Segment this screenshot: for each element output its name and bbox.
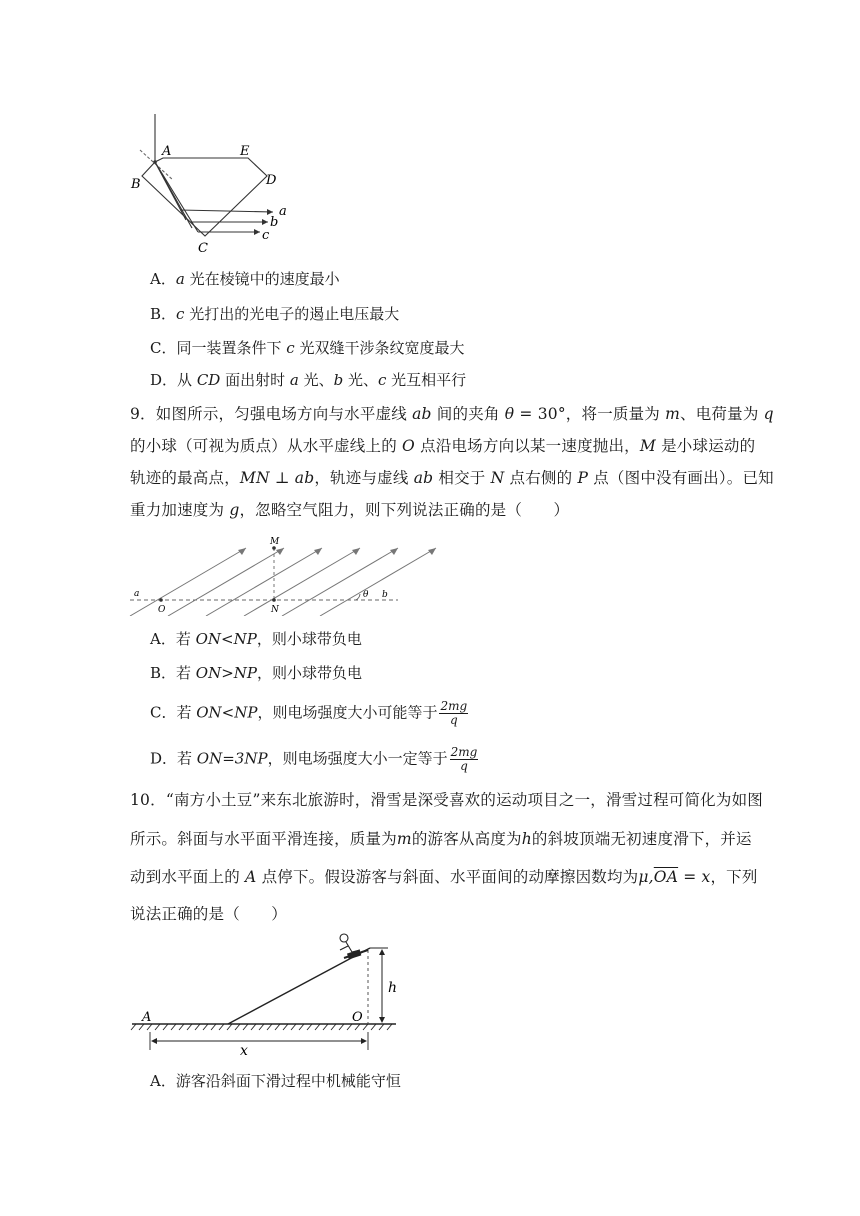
q9-option-c: C．若 ON<NP，则电场强度大小可能等于 $\frac{2mg}{q}$: [150, 699, 468, 727]
label-O: O: [158, 605, 166, 615]
label-O: O: [352, 1010, 363, 1025]
label-A: A: [162, 144, 172, 159]
skier-icon: [340, 934, 368, 959]
label-x: x: [240, 1043, 248, 1058]
q10-stem-line2: 所示。斜面与水平面平滑连接，质量为m的游客从高度为h的斜坡顶端无初速度滑下，并运: [130, 830, 752, 848]
slope-line: [228, 948, 370, 1024]
q8-option-b: B．c 光打出的光电子的遏止电压最大: [150, 305, 400, 323]
electric-field-figure: [128, 536, 448, 616]
label-E: E: [240, 144, 250, 159]
label-b-right: b: [382, 590, 388, 600]
q9-option-a: A．若 ON<NP，则小球带负电: [150, 630, 362, 648]
fraction-2mg-over-q: $\frac{2mg}{q}$: [450, 745, 478, 773]
prism-outline: [142, 158, 267, 236]
q9-stem-line2: 的小球（可视为质点）从水平虚线上的 O 点沿电场方向以某一速度抛出，M 是小球运动的: [130, 437, 756, 455]
label-c: c: [262, 228, 270, 243]
label-M: M: [270, 537, 280, 547]
label-a: a: [279, 204, 287, 219]
q10-stem-line4: 说法正确的是（ ）: [130, 905, 288, 923]
label-C: C: [198, 241, 208, 256]
q9-option-b: B．若 ON>NP，则小球带负电: [150, 664, 363, 682]
q10-stem-line1: 10．“南方小土豆”来东北旅游时，滑雪是深受喜欢的运动项目之一，滑雪过程可简化为如图: [130, 791, 763, 809]
label-h: h: [388, 980, 398, 996]
q9-option-d: D．若 ON=3NP，则电场强度大小一定等于 $\frac{2mg}{q}$: [150, 745, 478, 773]
q8-option-d: D．从 CD 面出射时 a 光、b 光、c 光互相平行: [150, 371, 467, 389]
label-a-left: a: [134, 589, 140, 599]
q10-option-a: A．游客沿斜面下滑过程中机械能守恒: [150, 1072, 401, 1090]
q8-option-c: C．同一装置条件下 c 光双缝干涉条纹宽度最大: [150, 339, 465, 357]
ski-slope-figure: [130, 928, 402, 1058]
label-N: N: [271, 605, 279, 615]
label-D: D: [266, 173, 277, 188]
fraction-2mg-over-q: $\frac{2mg}{q}$: [440, 699, 468, 727]
label-B: B: [131, 177, 141, 192]
q9-stem-line1: 9．如图所示，匀强电场方向与水平虚线 ab 间的夹角 θ = 30°，将一质量为 m、电荷量为 q: [130, 405, 774, 423]
q10-stem-line3: 动到水平面上的 A 点停下。假设游客与斜面、水平面间的动摩擦因数均为$\mu,\overline{OA} = x$，下列: [130, 868, 758, 886]
prism-figure: [128, 112, 298, 258]
q8-option-a: A．a 光在棱镜中的速度最小: [150, 270, 340, 288]
label-A: A: [142, 1010, 152, 1025]
label-theta: θ: [363, 590, 369, 600]
ray-a: [180, 210, 273, 212]
q9-stem-line3: 轨迹的最高点，MN ⊥ ab，轨迹与虚线 ab 相交于 N 点右侧的 P 点（图中没有画出）。已知: [130, 469, 774, 487]
q9-stem-line4: 重力加速度为 g，忽略空气阻力，则下列说法正确的是（ ）: [130, 501, 570, 519]
label-b: b: [270, 215, 279, 230]
